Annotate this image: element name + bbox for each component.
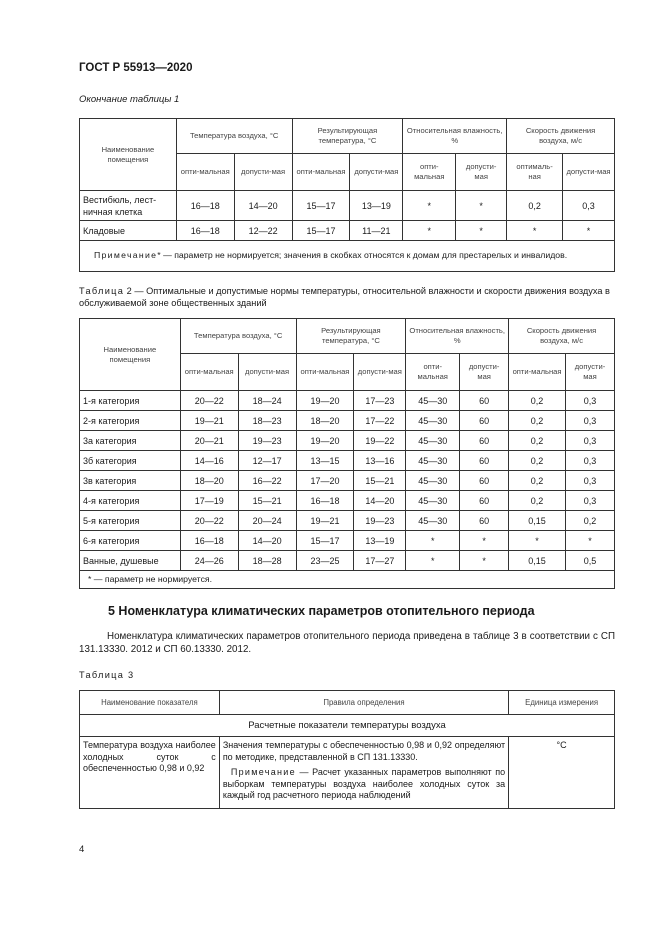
document-code: ГОСТ Р 55913—2020 [79, 62, 193, 74]
t2-body [80, 391, 615, 571]
t3-row-unit: °С [509, 737, 615, 809]
t1-cell: * [456, 221, 507, 241]
t1-head-room: Наименование помещения [80, 119, 177, 191]
t2-cell: 0,3 [565, 391, 614, 411]
t2-cell: 17—22 [354, 411, 406, 431]
t3-head-unit: Единица измерения [509, 691, 615, 715]
t2-cell: 19—21 [180, 411, 238, 431]
t2-cell: 60 [460, 431, 509, 451]
table-row [80, 491, 615, 511]
table-row [80, 221, 615, 241]
t2-cell: 16—22 [238, 471, 296, 491]
t1-sub-opt: опти-мальная [292, 154, 350, 191]
t2-cell: 0,15 [509, 511, 566, 531]
t2-row-name: 3а категория [80, 431, 181, 451]
t2-row-name: Ванные, душевые [80, 551, 181, 571]
t1-cell: 15—17 [292, 221, 350, 241]
t2-sub-opt: опти-мальная [509, 354, 566, 391]
t2-cell: 60 [460, 451, 509, 471]
t2-cell: 13—15 [296, 451, 354, 471]
t2-head-temp: Температура воздуха, °С [180, 319, 296, 354]
t2-cell: 45—30 [406, 471, 460, 491]
table-row [80, 191, 615, 221]
t1-cell: 13—19 [350, 191, 403, 221]
table-row [80, 531, 615, 551]
t2-cell: 19—23 [354, 511, 406, 531]
t2-head-humidity: Относительная влажность, % [406, 319, 509, 354]
t1-head-humidity: Относительная влажность, % [403, 119, 507, 154]
table2-caption-text: 2 — Оптимальные и допустимые нормы температуры, относительной влажности и скорости движения воздуха в обслуживаемой зоне общественных зданий [79, 286, 610, 308]
t2-cell: 15—21 [238, 491, 296, 511]
t2-cell: * [406, 551, 460, 571]
t2-cell: 13—19 [354, 531, 406, 551]
t2-cell: 0,2 [509, 431, 566, 451]
t2-cell: 20—21 [180, 431, 238, 451]
t1-cell: * [403, 191, 456, 221]
t2-cell: 0,15 [509, 551, 566, 571]
t2-cell: 0,3 [565, 451, 614, 471]
t2-cell: 60 [460, 511, 509, 531]
t2-cell: 16—18 [296, 491, 354, 511]
t1-note [80, 241, 615, 272]
t2-cell: * [460, 531, 509, 551]
page-number: 4 [79, 844, 85, 855]
t2-cell: 0,2 [509, 411, 566, 431]
t2-cell: 17—23 [354, 391, 406, 411]
t1-row-name: Кладовые [80, 221, 177, 241]
t2-cell: 18—23 [238, 411, 296, 431]
t2-cell: 0,2 [565, 511, 614, 531]
t2-cell: 12—17 [238, 451, 296, 471]
t2-cell: 0,5 [565, 551, 614, 571]
table1-end [79, 118, 615, 272]
table-row [80, 391, 615, 411]
t2-sub-opt: опти-мальная [180, 354, 238, 391]
t2-cell: * [565, 531, 614, 551]
t2-cell: 0,2 [509, 451, 566, 471]
t2-row-name: 2-я категория [80, 411, 181, 431]
t2-cell: 16—18 [180, 531, 238, 551]
table-row [80, 431, 615, 451]
t1-sub-perm: допусти-мая [350, 154, 403, 191]
t2-footnote: * — параметр не нормируется. [80, 571, 615, 589]
section5-paragraph: Номенклатура климатических параметров отопительного периода приведена в таблице 3 в соответствии с СП 131.13330. 2012 и СП 60.13330. 2012. [79, 631, 615, 655]
t3-rule-text: Значения температуры с обеспеченностью 0,98 и 0,92 определяют по методике, представленной в СП 131.13330. [222, 740, 506, 762]
t2-cell: 0,3 [565, 431, 614, 451]
t1-cell: 14—20 [234, 191, 292, 221]
t2-head-room: Наименование помещения [80, 319, 181, 391]
t2-cell: 45—30 [406, 411, 460, 431]
table3 [79, 690, 615, 809]
t1-head-speed: Скорость движения воздуха, м/с [507, 119, 615, 154]
t2-cell: 15—17 [296, 531, 354, 551]
t2-cell: 0,3 [565, 471, 614, 491]
t2-cell: 18—28 [238, 551, 296, 571]
t2-head-speed: Скорость движения воздуха, м/с [509, 319, 615, 354]
t1-cell: * [507, 221, 563, 241]
t2-cell: 19—20 [296, 391, 354, 411]
table-row [80, 411, 615, 431]
table3-caption: Таблица 3 [79, 670, 135, 680]
t1-cell: 12—22 [234, 221, 292, 241]
t2-row-name: 3б категория [80, 451, 181, 471]
t2-row-name: 3в категория [80, 471, 181, 491]
t2-cell: 17—20 [296, 471, 354, 491]
t2-cell: 23—25 [296, 551, 354, 571]
t2-cell: 19—20 [296, 431, 354, 451]
table-row [80, 451, 615, 471]
t2-cell: 18—20 [180, 471, 238, 491]
t2-head-res-temp: Результирующая температура, °С [296, 319, 406, 354]
t1-cell: * [563, 221, 615, 241]
t1-cell: 0,3 [563, 191, 615, 221]
t1-head-temp: Температура воздуха, °С [176, 119, 292, 154]
t2-cell: 0,2 [509, 491, 566, 511]
t2-row-name: 6-я категория [80, 531, 181, 551]
t2-cell: 0,2 [509, 391, 566, 411]
t2-cell: 14—20 [354, 491, 406, 511]
t2-cell: 19—22 [354, 431, 406, 451]
t2-sub-perm: допусти-мая [460, 354, 509, 391]
t2-cell: 14—16 [180, 451, 238, 471]
t3-head-name: Наименование показателя [80, 691, 220, 715]
t2-cell: 0,3 [565, 491, 614, 511]
t1-cell: 11—21 [350, 221, 403, 241]
t1-sub-perm: допусти-мая [456, 154, 507, 191]
t2-row-name: 5-я категория [80, 511, 181, 531]
t2-cell: 20—24 [238, 511, 296, 531]
t2-cell: 17—19 [180, 491, 238, 511]
t3-group: Расчетные показатели температуры воздуха [80, 715, 615, 737]
t2-cell: 60 [460, 491, 509, 511]
t2-cell: * [406, 531, 460, 551]
t2-cell: 0,2 [509, 471, 566, 491]
table2-caption [79, 285, 615, 309]
t2-cell: 18—24 [238, 391, 296, 411]
t2-cell: 60 [460, 471, 509, 491]
table1-continuation-label: Окончание таблицы 1 [79, 94, 180, 105]
t2-cell: 60 [460, 411, 509, 431]
t2-cell: 18—20 [296, 411, 354, 431]
t2-cell: 17—27 [354, 551, 406, 571]
section5-title: 5 Номенклатура климатических параметров отопительного периода [108, 604, 535, 618]
t2-cell: 45—30 [406, 391, 460, 411]
table-row [80, 737, 615, 809]
t2-row-name: 1-я категория [80, 391, 181, 411]
t1-cell: 0,2 [507, 191, 563, 221]
t2-sub-perm: допусти-мая [238, 354, 296, 391]
t1-cell: 16—18 [176, 221, 234, 241]
t2-cell: 13—16 [354, 451, 406, 471]
t1-sub-opt: опти-мальная [176, 154, 234, 191]
table-row [80, 471, 615, 491]
t2-cell: * [460, 551, 509, 571]
t1-head-res-temp: Результирующая температура, °С [292, 119, 403, 154]
t2-cell: 45—30 [406, 451, 460, 471]
t1-cell: * [456, 191, 507, 221]
t1-sub-perm: допусти-мая [563, 154, 615, 191]
t2-sub-perm: допусти-мая [565, 354, 614, 391]
t1-sub-opt-speed: оптималь-ная [507, 154, 563, 191]
t1-row-name: Вестибюль, лест-ничная клетка [80, 191, 177, 221]
t2-cell: 45—30 [406, 431, 460, 451]
t2-cell: 0,3 [565, 411, 614, 431]
t2-sub-opt: опти-мальная [296, 354, 354, 391]
t1-sub-opt: опти-мальная [403, 154, 456, 191]
t2-cell: 45—30 [406, 491, 460, 511]
table2-caption-prefix: Таблица [79, 286, 125, 296]
t2-cell: 15—21 [354, 471, 406, 491]
table-row [80, 511, 615, 531]
table2 [79, 318, 615, 589]
t1-cell: 16—18 [176, 191, 234, 221]
t2-cell: * [509, 531, 566, 551]
t1-cell: 15—17 [292, 191, 350, 221]
t3-row-name: Температура воздуха наиболее холодных суток с обеспеченностью 0,98 и 0,92 [80, 737, 220, 809]
t1-cell: * [403, 221, 456, 241]
t3-head-rule: Правила определения [219, 691, 508, 715]
t3-note-text: — Расчет указанных параметров выполняют по выборкам температуры воздуха наиболее холодных суток за каждый год расчетного периода наблюдений [222, 767, 506, 800]
t2-cell: 60 [460, 391, 509, 411]
t2-cell: 45—30 [406, 511, 460, 531]
t3-rule-note [223, 767, 505, 802]
t2-cell: 14—20 [238, 531, 296, 551]
t2-cell: 19—23 [238, 431, 296, 451]
table-row [80, 551, 615, 571]
t2-cell: 24—26 [180, 551, 238, 571]
t3-row-rule [219, 737, 508, 809]
t2-sub-perm: допусти-мая [354, 354, 406, 391]
t2-cell: 20—22 [180, 511, 238, 531]
t1-sub-perm: допусти-мая [234, 154, 292, 191]
t1-note-text: * — параметр не нормируется; значения в скобках относятся к домам для престарелых и инвалидов. [157, 250, 568, 261]
t2-sub-opt: опти-мальная [406, 354, 460, 391]
t2-cell: 20—22 [180, 391, 238, 411]
t1-note-prefix: Примечание [94, 250, 158, 261]
t3-note-prefix: Примечание [230, 767, 296, 777]
t2-cell: 19—21 [296, 511, 354, 531]
t2-row-name: 4-я категория [80, 491, 181, 511]
